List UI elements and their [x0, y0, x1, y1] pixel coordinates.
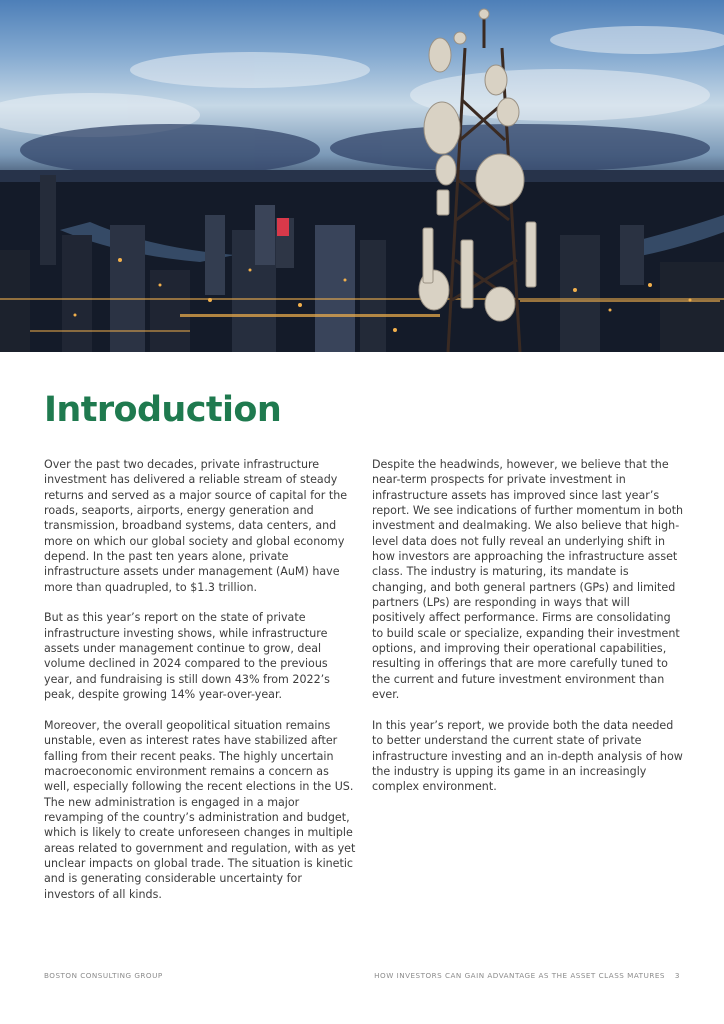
paragraph: But as this year’s report on the state of private infrastructure investing shows, while infrastructure assets under management continue to grow, deal volume declined in 2024 compared to the previous year, and fundraising is still down 43% from 2022’s peak, despite growing 14% year-over-year. [44, 611, 330, 702]
paragraph: Over the past two decades, private infrastructure investment has delivered a reliable stream of steady returns and served as a major source of capital for the roads, seaports, airports, energy generation and transmission, broadband systems, data centers, and more on which our global society and global economy depend. In the past ten years alone, private infrastructure assets under management (AuM) have more than quadrupled, to $1.3 trillion. [44, 458, 348, 594]
page-title: Introduction [44, 390, 282, 430]
paragraph: Moreover, the overall geopolitical situation remains unstable, even as interest rates have stabilized after falling from their recent peaks. The highly uncertain macroeconomic environment remains a concern as well, especially following the recent elections in the US. The new administration is engaged in a major revamping of the country’s administration and budget, which is likely to create unforeseen changes in multiple areas related to government and regulation, with as yet unclear impacts on global trade. The situation is kinetic and is generating considerable uncertainty for investors of all kinds. [44, 718, 356, 901]
paragraph: Despite the headwinds, however, we believe that the near-term prospects for private investment in infrastructure assets has improved since last year’s report. We see indications of further momentum in both investment and dealmaking. We also believe that high-level data does not fully reveal an underlying shift in how investors are approaching the infrastructure asset class. The industry is maturing, its mandate is changing, and both general partners (GPs) and limited partners (LPs) are responding in ways that will positively affect performance. Firms are consolidating to build scale or specialize, expanding their investment options, and improving their operational capabilities, resulting in offerings that are more carefully tuned to the current and future investment environment than ever. [372, 458, 684, 702]
body-column-right [372, 457, 684, 810]
footer-report-title: HOW INVESTORS CAN GAIN ADVANTAGE AS THE ASSET CLASS MATURES [374, 971, 665, 980]
paragraph: In this year’s report, we provide both the data needed to better understand the current state of private infrastructure investing and an in-depth analysis of how the industry is upping its game in an increasingly complex environment. [372, 718, 683, 794]
cityscape-tower-illustration [0, 0, 724, 352]
storm-clouds [20, 124, 710, 176]
hero-photo [0, 0, 724, 352]
red-sign [277, 218, 289, 236]
footer-running-title [374, 971, 680, 980]
page-number: 3 [674, 971, 680, 980]
clouds [0, 26, 724, 137]
body-column-left [44, 457, 356, 917]
footer-publisher: BOSTON CONSULTING GROUP [44, 971, 163, 980]
